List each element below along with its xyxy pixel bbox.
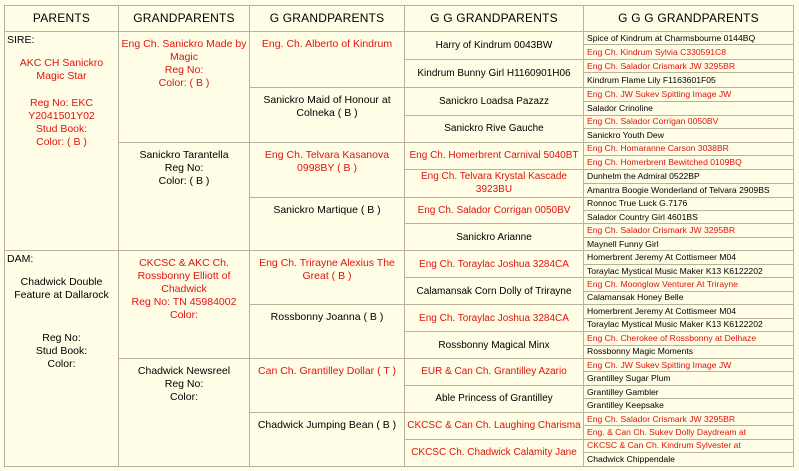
- ggg-grandparent-cell: Eng Ch. JW Sukev Spitting Image JW: [584, 358, 794, 371]
- ggg-grandparent-cell: Eng Ch. Moonglow Venturer At Trirayne: [584, 278, 794, 291]
- ggg-grandparent-cell: Ronnoc True Luck G.7176: [584, 197, 794, 210]
- g-grandparent-cell: Rossbonny Joanna ( B ): [250, 305, 405, 359]
- pedigree-body: [5, 6, 794, 467]
- grandparent-reg-no: Reg No:: [164, 377, 204, 390]
- gg-grandparent-cell: Eng Ch. Toraylac Joshua 3284CA: [405, 251, 584, 278]
- gg-grandparent-cell: Sanickro Loadsa Pazazz: [405, 87, 584, 115]
- gg-grandparent-cell: Eng Ch. Telvara Krystal Kascade 3923BU: [405, 169, 584, 197]
- ggg-grandparent-cell: Homerbrent Jeremy At Cottismeer M04: [584, 251, 794, 264]
- g-grandparent-cell: Chadwick Jumping Bean ( B ): [250, 412, 405, 466]
- grandparent-cell: [119, 142, 250, 251]
- grandparent-cell: [119, 31, 250, 142]
- pedigree-row: [5, 142, 794, 155]
- grandparent-name: Chadwick Newsreel: [137, 364, 231, 377]
- sire-stud-book: Stud Book:: [35, 122, 88, 135]
- header-g-grandparents: G GRANDPARENTS: [250, 6, 405, 32]
- gg-grandparent-cell: Eng Ch. Homerbrent Carnival 5040BT: [405, 142, 584, 169]
- ggg-grandparent-cell: Homerbrent Jeremy At Cottismeer M04: [584, 305, 794, 318]
- gg-grandparent-cell: Harry of Kindrum 0043BW: [405, 31, 584, 59]
- sire-side-label: SIRE:: [7, 33, 35, 46]
- header-row: [5, 6, 794, 32]
- ggg-grandparent-cell: Toraylac Mystical Music Maker K13 K6122202: [584, 264, 794, 277]
- ggg-grandparent-cell: Chadwick Chippendale: [584, 453, 794, 467]
- grandparent-color: Color:: [169, 390, 198, 403]
- gg-grandparent-cell: Sanickro Arianne: [405, 224, 584, 251]
- sire-reg-no: Reg No: EKC Y2041501Y02: [28, 96, 95, 122]
- grandparent-name: Sanickro Tarantella: [139, 148, 229, 161]
- dam-name: Chadwick Double Feature at Dallarock: [14, 276, 109, 302]
- ggg-grandparent-cell: Sanickro Youth Dew: [584, 129, 794, 142]
- grandparent-reg-no: Reg No: TN 45984002: [131, 296, 237, 309]
- gg-grandparent-cell: Calamansak Corn Dolly of Trirayne: [405, 278, 584, 305]
- ggg-grandparent-cell: Salador Crinoline: [584, 102, 794, 115]
- ggg-grandparent-cell: Eng Ch. Cherokee of Rossbonny at Delhaze: [584, 332, 794, 345]
- g-grandparent-cell: Sanickro Maid of Honour at Colneka ( B ): [250, 87, 405, 142]
- ggg-grandparent-cell: Dunhelm the Admiral 0522BP: [584, 169, 794, 183]
- gg-grandparent-cell: Rossbonny Magical Minx: [405, 332, 584, 359]
- gg-grandparent-cell: Sanickro Rive Gauche: [405, 115, 584, 142]
- g-grandparent-cell: Eng Ch. Telvara Kasanova 0998BY ( B ): [250, 142, 405, 197]
- ggg-grandparent-cell: Amantra Boogie Wonderland of Telvara 2909BS: [584, 183, 794, 197]
- ggg-grandparent-cell: Grantilley Keepsake: [584, 399, 794, 412]
- ggg-grandparent-cell: Eng Ch. Salador Crismark JW 3295BR: [584, 412, 794, 425]
- g-grandparent-cell: Eng Ch. Trirayne Alexius The Great ( B ): [250, 251, 405, 305]
- gg-grandparent-cell: EUR & Can Ch. Grantilley Azario: [405, 358, 584, 385]
- ggg-grandparent-cell: Eng Ch. Salador Crismark JW 3295BR: [584, 224, 794, 237]
- grandparent-cell: [119, 251, 250, 359]
- grandparent-name: CKCSC & AKC Ch. Rossbonny Elliott of Chadwick: [137, 257, 231, 296]
- grandparent-color: Color: ( B ): [158, 174, 210, 187]
- sire-cell: [5, 31, 119, 250]
- sire-color: Color: ( B ): [36, 135, 87, 148]
- dam-stud-book: Stud Book:: [35, 345, 88, 358]
- grandparent-color: Color: ( B ): [158, 76, 210, 89]
- gg-grandparent-cell: Able Princess of Grantilley: [405, 385, 584, 412]
- ggg-grandparent-cell: Eng. & Can Ch. Sukev Dolly Daydream at: [584, 426, 794, 439]
- ggg-grandparent-cell: Eng Ch. Homaranne Carson 3038BR: [584, 142, 794, 155]
- header-ggg-grandparents: G G G GRANDPARENTS: [584, 6, 794, 32]
- gg-grandparent-cell: CKCSC & Can Ch. Laughing Charisma: [405, 412, 584, 439]
- ggg-grandparent-cell: Grantilley Gambler: [584, 385, 794, 398]
- pedigree-row: [5, 31, 794, 44]
- dam-cell: [5, 251, 119, 467]
- ggg-grandparent-cell: Salador Country Girl 4601BS: [584, 210, 794, 223]
- dam-reg-no: Reg No:: [42, 332, 81, 345]
- gg-grandparent-cell: Kindrum Bunny Girl H1160901H06: [405, 59, 584, 87]
- gg-grandparent-cell: Eng Ch. Salador Corrigan 0050BV: [405, 197, 584, 224]
- sire-name: AKC CH Sanickro Magic Star: [19, 56, 104, 82]
- ggg-grandparent-cell: Eng Ch. JW Sukev Spitting Image JW: [584, 87, 794, 102]
- ggg-grandparent-cell: Toraylac Mystical Music Maker K13 K6122202: [584, 318, 794, 331]
- pedigree-row: [5, 251, 794, 264]
- ggg-grandparent-cell: Eng Ch. Salador Corrigan 0050BV: [584, 115, 794, 128]
- ggg-grandparent-cell: Spice of Kindrum at Charmsbourne 0144BQ: [584, 31, 794, 44]
- ggg-grandparent-cell: Calamansak Honey Belle: [584, 291, 794, 304]
- pedigree-row: [5, 358, 794, 371]
- header-grandparents: GRANDPARENTS: [119, 6, 250, 32]
- ggg-grandparent-cell: Eng Ch. Salador Crismark JW 3295BR: [584, 59, 794, 72]
- ggg-grandparent-cell: Rossbonny Magic Moments: [584, 345, 794, 358]
- g-grandparent-cell: Can Ch. Grantilley Dollar ( T ): [250, 358, 405, 412]
- ggg-grandparent-cell: Maynell Funny Girl: [584, 237, 794, 250]
- dam-side-label: DAM:: [7, 253, 34, 266]
- header-gg-grandparents: G G GRANDPARENTS: [405, 6, 584, 32]
- grandparent-reg-no: Reg No:: [164, 161, 204, 174]
- pedigree-table: [4, 5, 794, 467]
- grandparent-name: Eng Ch. Sanickro Made by Magic: [121, 37, 247, 63]
- grandparent-reg-no: Reg No:: [164, 63, 204, 76]
- grandparent-cell: [119, 358, 250, 466]
- gg-grandparent-cell: CKCSC Ch. Chadwick Calamity Jane: [405, 439, 584, 466]
- dam-color: Color:: [47, 358, 76, 371]
- grandparent-color: Color:: [169, 309, 198, 322]
- ggg-grandparent-cell: Eng Ch. Homerbrent Bewitched 0109BQ: [584, 156, 794, 169]
- header-parents: PARENTS: [5, 6, 119, 32]
- g-grandparent-cell: Sanickro Martique ( B ): [250, 197, 405, 251]
- ggg-grandparent-cell: Grantilley Sugar Plum: [584, 372, 794, 385]
- ggg-grandparent-cell: Eng Ch. Kindrum Sylvia C330591C8: [584, 45, 794, 60]
- g-grandparent-cell: Eng. Ch. Alberto of Kindrum: [250, 31, 405, 87]
- ggg-grandparent-cell: CKCSC & Can Ch. Kindrum Sylvester at: [584, 439, 794, 452]
- gg-grandparent-cell: Eng Ch. Toraylac Joshua 3284CA: [405, 305, 584, 332]
- ggg-grandparent-cell: Kindrum Flame Lily F1163601F05: [584, 73, 794, 88]
